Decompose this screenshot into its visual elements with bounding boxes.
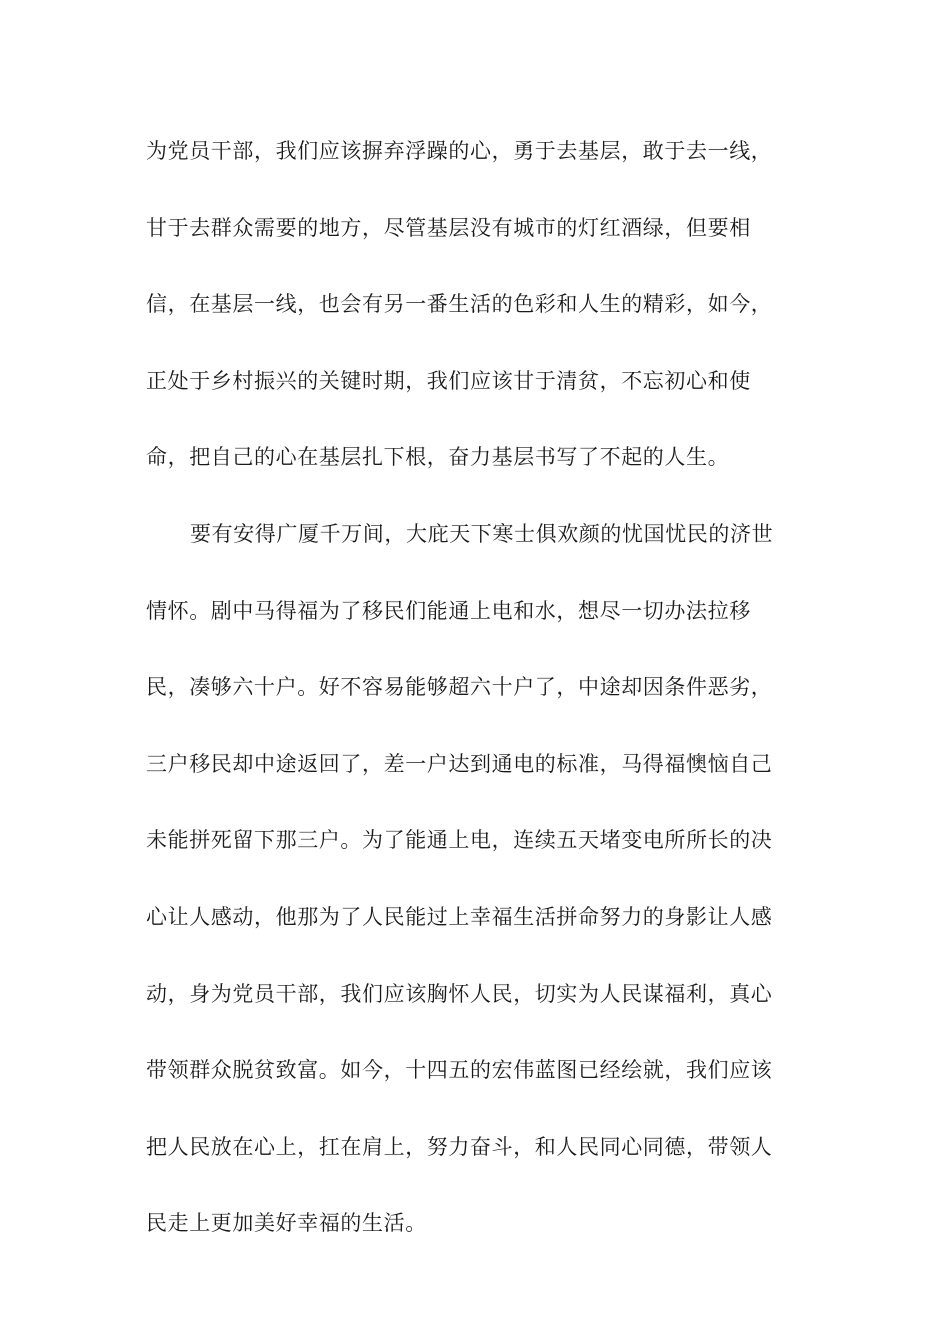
text-line: 情怀。剧中马得福为了移民们能通上电和水，想尽一切办法拉移 xyxy=(146,598,751,623)
text-line: 心让人感动，他那为了人民能过上幸福生活拼命努力的身影让人感 xyxy=(146,904,773,929)
text-line: 带领群众脱贫致富。如今，十四五的宏伟蓝图已经绘就，我们应该 xyxy=(146,1058,773,1083)
text-line: 信，在基层一线，也会有另一番生活的色彩和人生的精彩，如今， xyxy=(146,292,773,317)
text-line: 动，身为党员干部，我们应该胸怀人民，切实为人民谋福利，真心 xyxy=(146,981,773,1006)
body-text xyxy=(146,129,806,1278)
text-line: 正处于乡村振兴的关键时期，我们应该甘于清贫，不忘初心和使 xyxy=(146,368,751,393)
text-line: 为党员干部，我们应该摒弃浮躁的心，勇于去基层，敢于去一线， xyxy=(146,139,773,163)
text-line: 民走上更加美好幸福的生活。 xyxy=(146,1211,427,1236)
paragraph-first-line: 要有安得广厦千万间，大庇天下寒士俱欢颜的忧国忧民的济世 xyxy=(190,521,774,546)
text-line: 命，把自己的心在基层扎下根，奋力基层书写了不起的人生。 xyxy=(146,445,730,470)
text-line: 民，凑够六十户。好不容易能够超六十户了，中途却因条件恶劣， xyxy=(146,675,773,700)
text-line: 甘于去群众需要的地方，尽管基层没有城市的灯红酒绿，但要相 xyxy=(146,215,751,240)
text-line: 三户移民却中途返回了，差一户达到通电的标准，马得福懊恼自己 xyxy=(146,751,773,776)
text-line: 把人民放在心上，扛在肩上，努力奋斗，和人民同心同德，带领人 xyxy=(146,1134,773,1159)
text-line: 未能拼死留下那三户。为了能通上电，连续五天堵变电所所长的决 xyxy=(146,828,773,853)
